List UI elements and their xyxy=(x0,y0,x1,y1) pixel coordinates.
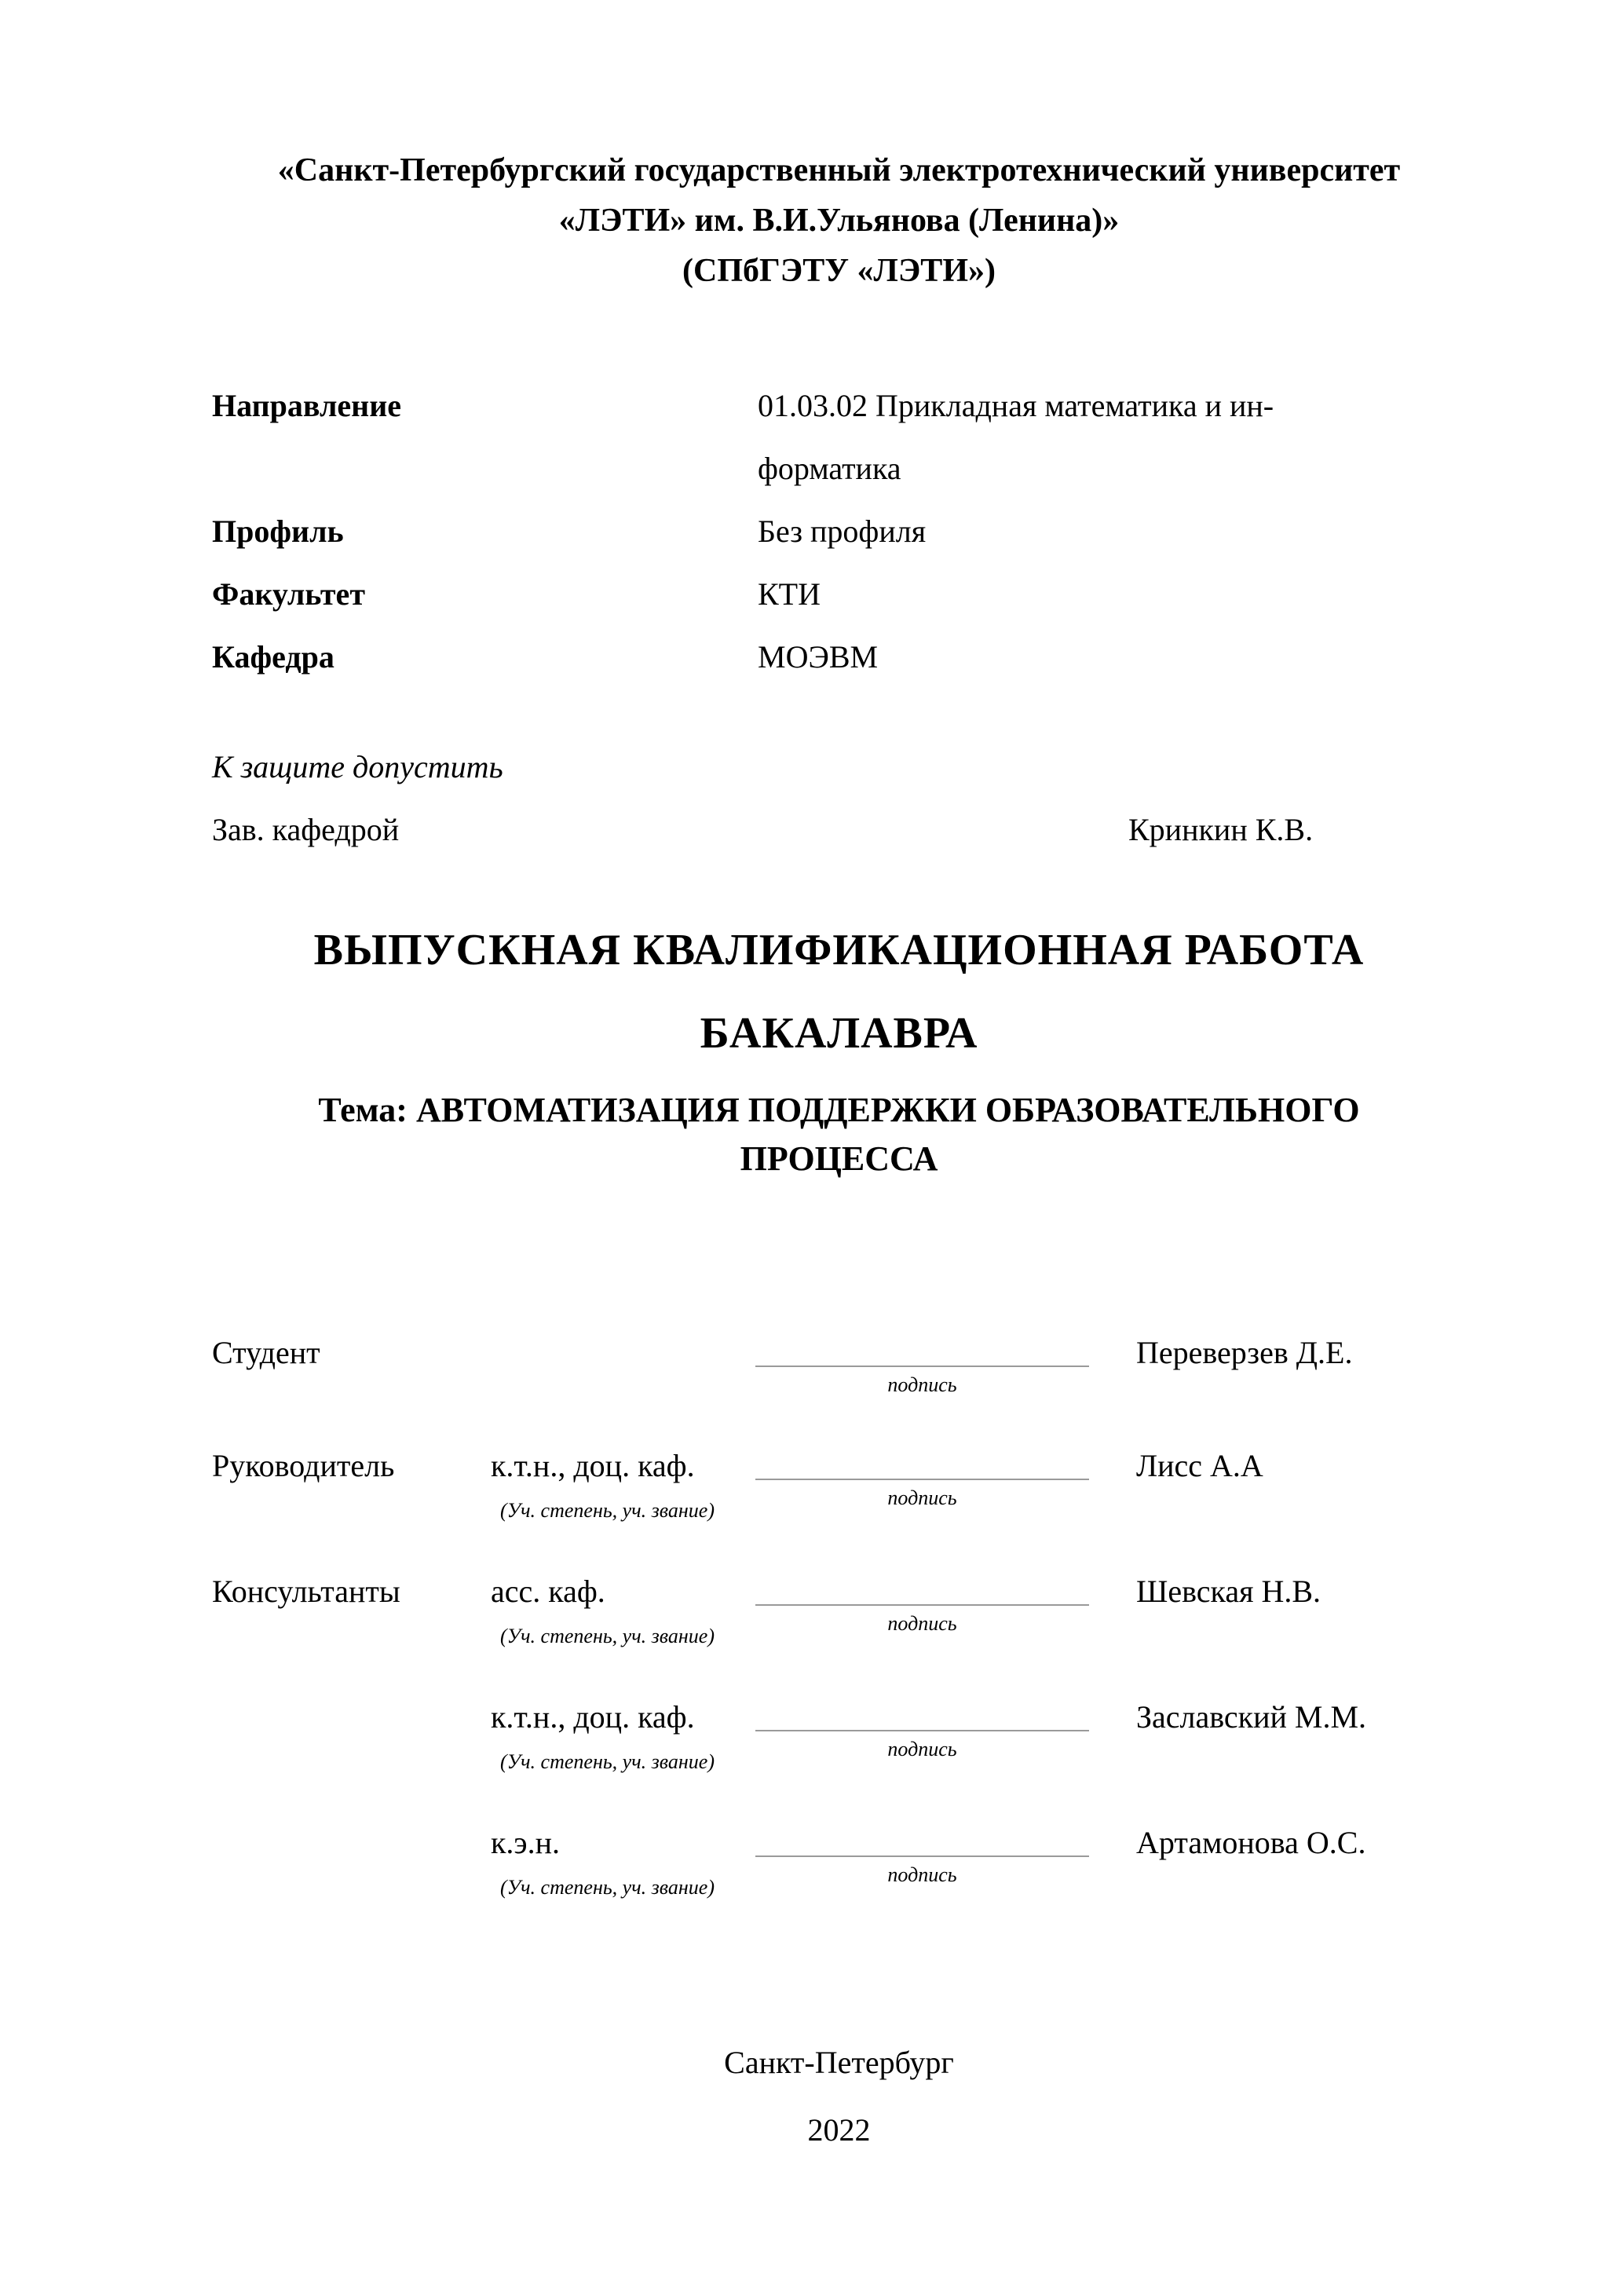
signature-line-area xyxy=(755,1333,1089,1397)
signature-caption: подпись xyxy=(887,1738,957,1760)
signature-line xyxy=(755,1697,1089,1731)
field-row-department xyxy=(212,626,1466,689)
signature-degree-caption: (Уч. степень, уч. звание) xyxy=(500,1750,715,1773)
head-of-department-row xyxy=(212,799,1466,861)
signatory-name: Шевская Н.В. xyxy=(1136,1574,1321,1609)
field-label: Профиль xyxy=(212,514,344,549)
thesis-topic xyxy=(212,1086,1466,1183)
signature-row-consultant-1 xyxy=(212,1571,1466,1648)
university-header-line-1: «Санкт-Петербургский государственный электротехнический университет xyxy=(277,152,1401,188)
admission-note: К защите допустить xyxy=(212,749,503,784)
signature-row-consultant-2 xyxy=(212,1697,1466,1774)
head-of-department-label: Зав. кафедрой xyxy=(212,812,400,847)
footer-city: Санкт-Петербург xyxy=(724,2045,954,2080)
field-label: Факультет xyxy=(212,576,365,612)
signature-row-student xyxy=(212,1333,1466,1397)
field-row-faculty xyxy=(212,563,1466,626)
signature-caption: подпись xyxy=(887,1373,957,1396)
thesis-title-line-2: БАКАЛАВРА xyxy=(700,1009,978,1058)
field-row-direction xyxy=(212,375,1466,500)
signatory-name: Заславский М.М. xyxy=(1136,1699,1367,1735)
signature-degree-caption: (Уч. степень, уч. звание) xyxy=(500,1876,715,1899)
signature-caption: подпись xyxy=(887,1612,957,1635)
footer-year: 2022 xyxy=(807,2112,871,2148)
field-value-line-2: форматика xyxy=(758,451,901,486)
signature-line-area xyxy=(755,1571,1089,1636)
field-value xyxy=(758,626,1466,689)
signature-row-consultant-3 xyxy=(212,1823,1466,1899)
signature-role: Студент xyxy=(212,1335,320,1370)
field-label: Кафедра xyxy=(212,639,334,675)
program-fields xyxy=(212,375,1466,689)
signatory-name: Переверзев Д.Е. xyxy=(1136,1335,1353,1370)
head-of-department-name: Кринкин К.В. xyxy=(1128,812,1314,847)
footer xyxy=(212,2029,1466,2164)
field-value-line-1: Без профиля xyxy=(758,514,927,549)
field-value-line-1: 01.03.02 Прикладная математика и ин- xyxy=(758,388,1274,423)
signature-role: Руководитель xyxy=(212,1448,395,1483)
university-header-line-3: (СПбГЭТУ «ЛЭТИ») xyxy=(682,253,996,289)
signature-role: Консультанты xyxy=(212,1574,400,1609)
admission-block xyxy=(212,736,1466,861)
signature-degree xyxy=(491,1446,755,1523)
thesis-topic-line-2: ПРОЦЕССА xyxy=(740,1139,938,1178)
signature-degree-caption: (Уч. степень, уч. звание) xyxy=(500,1625,715,1647)
signature-line xyxy=(755,1446,1089,1480)
field-value xyxy=(758,500,1466,563)
field-value-line-1: КТИ xyxy=(758,576,821,612)
university-header xyxy=(212,145,1466,296)
signature-caption: подпись xyxy=(887,1863,957,1886)
signature-degree-text: к.т.н., доц. каф. xyxy=(491,1448,695,1483)
signature-line-area xyxy=(755,1697,1089,1761)
signatory-name: Артамонова О.С. xyxy=(1136,1825,1366,1860)
field-value xyxy=(758,563,1466,626)
signature-line xyxy=(755,1333,1089,1367)
signature-line xyxy=(755,1571,1089,1606)
signature-degree xyxy=(491,1333,755,1345)
signature-line-area xyxy=(755,1446,1089,1510)
signature-caption: подпись xyxy=(887,1486,957,1509)
signature-degree xyxy=(491,1571,755,1648)
thesis-title-line-1: ВЫПУСКНАЯ КВАЛИФИКАЦИОННАЯ РАБОТА xyxy=(313,926,1365,974)
signature-degree-text: асс. каф. xyxy=(491,1574,605,1609)
signature-degree xyxy=(491,1823,755,1899)
signatory-name: Лисс А.А xyxy=(1136,1448,1263,1483)
signatures-block xyxy=(212,1333,1466,1899)
field-value xyxy=(758,375,1466,500)
signature-line-area xyxy=(755,1823,1089,1887)
thesis-topic-line-1: Тема: АВТОМАТИЗАЦИЯ ПОДДЕРЖКИ ОБРАЗОВАТЕЛЬНОГО xyxy=(318,1091,1360,1129)
signature-degree-caption: (Уч. степень, уч. звание) xyxy=(500,1499,715,1522)
signature-line xyxy=(755,1823,1089,1857)
field-label: Направление xyxy=(212,388,401,423)
field-value-line-1: МОЭВМ xyxy=(758,639,879,675)
signature-degree xyxy=(491,1697,755,1774)
field-row-profile xyxy=(212,500,1466,563)
university-header-line-2: «ЛЭТИ» им. В.И.Ульянова (Ленина)» xyxy=(558,203,1120,239)
signature-row-supervisor xyxy=(212,1446,1466,1523)
signature-degree-text: к.т.н., доц. каф. xyxy=(491,1699,695,1735)
signature-degree-text: к.э.н. xyxy=(491,1825,561,1860)
thesis-title-block xyxy=(212,909,1466,1183)
